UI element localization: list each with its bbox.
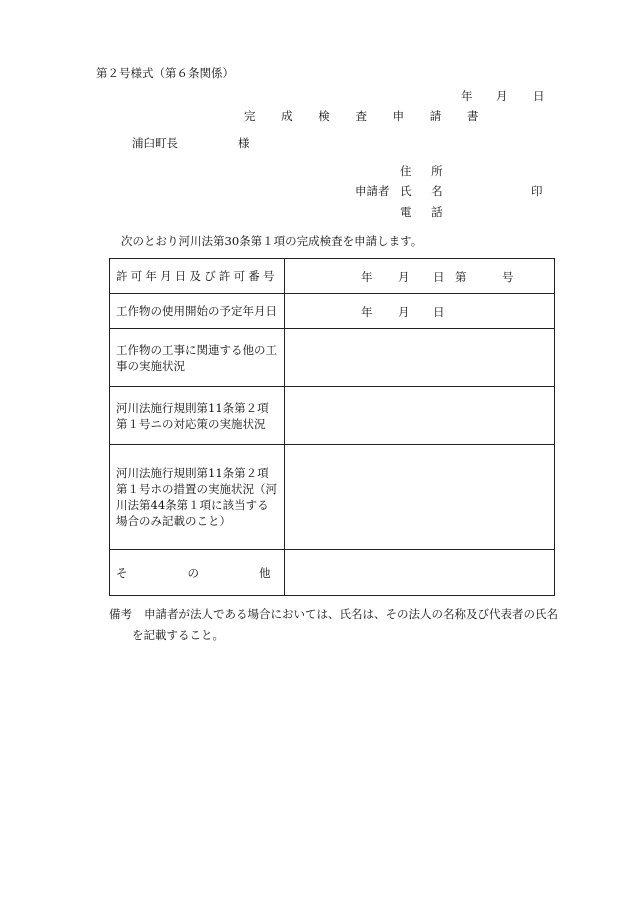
permit-number-prefix: 第 bbox=[455, 270, 467, 284]
start-date-label-cell bbox=[110, 294, 285, 329]
measures-label: 河川法施行規則第11条第２項第１号ホの措置の実施状況（河川法第44条第１項に該当する場合のみ記載のこと） bbox=[116, 466, 277, 528]
table-row-related-works bbox=[110, 329, 555, 387]
table-row-countermeasure bbox=[110, 387, 555, 445]
start-year-label: 年 bbox=[361, 305, 373, 319]
seal-mark: 印 bbox=[531, 184, 543, 198]
addressee-name: 浦臼町長 bbox=[132, 136, 178, 150]
permit-year-label: 年 bbox=[361, 270, 373, 284]
permit-value-cell[interactable] bbox=[285, 259, 555, 294]
related-works-label: 工作物の工事に関連する他の工事の実施状況 bbox=[116, 342, 277, 373]
table-row-permit bbox=[110, 259, 555, 294]
countermeasure-label: 河川法施行規則第11条第２項第１号ニの対応策の実施状況 bbox=[116, 400, 269, 431]
measures-value-cell[interactable] bbox=[285, 445, 555, 550]
document-title bbox=[244, 109, 490, 123]
start-day-label: 日 bbox=[433, 305, 445, 319]
application-table bbox=[109, 258, 555, 596]
phone-label: 電 話 bbox=[400, 205, 451, 219]
start-month-label: 月 bbox=[398, 305, 410, 319]
other-label-cell bbox=[110, 550, 331, 596]
permit-month-label: 月 bbox=[398, 270, 410, 284]
permit-label-cell bbox=[110, 259, 285, 294]
permit-label: 許可年月日及び許可番号 bbox=[116, 269, 278, 283]
measures-label-cell bbox=[110, 445, 285, 550]
related-works-label-cell bbox=[110, 329, 285, 387]
date-day-label: 日 bbox=[533, 89, 545, 103]
table-row-measures bbox=[110, 445, 555, 550]
applicant-role-label: 申請者 bbox=[355, 184, 390, 198]
other-label: その他 bbox=[116, 565, 331, 580]
title-text: 完 成 検 査 申 請 書 bbox=[244, 109, 490, 123]
name-label: 氏 名 bbox=[400, 184, 451, 198]
remarks-label: 備考 bbox=[109, 607, 132, 621]
start-date-value-cell[interactable] bbox=[285, 294, 555, 329]
related-works-value-cell[interactable] bbox=[285, 329, 555, 387]
date-month-label: 月 bbox=[496, 89, 508, 103]
table-row-other bbox=[110, 550, 555, 596]
countermeasure-value-cell[interactable] bbox=[285, 387, 555, 445]
permit-day-label: 日 bbox=[433, 270, 445, 284]
countermeasure-label-cell bbox=[110, 387, 285, 445]
permit-number-suffix: 号 bbox=[502, 270, 514, 284]
remarks-text-line2: を記載すること。 bbox=[132, 628, 224, 642]
address-label: 住 所 bbox=[400, 164, 451, 178]
addressee-honorific: 様 bbox=[238, 136, 250, 150]
remarks-text-line1: 申請者が法人である場合においては、氏名は、その法人の名称及び代表者の氏名 bbox=[144, 607, 558, 621]
start-date-label: 工作物の使用開始の予定年月日 bbox=[116, 304, 277, 318]
date-year-label: 年 bbox=[461, 89, 473, 103]
intro-text: 次のとおり河川法第30条第１項の完成検査を申請します。 bbox=[121, 234, 423, 248]
table-row-start-date bbox=[110, 294, 555, 329]
form-number: 第２号様式（第６条関係） bbox=[96, 66, 234, 80]
